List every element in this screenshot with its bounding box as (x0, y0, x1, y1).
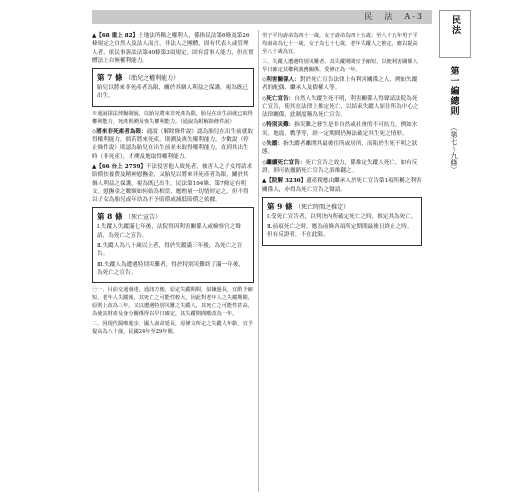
term-2-text: 對於死亡宣告法律上有利害關係之人，例如失蹤者的配偶、繼承人及債權人等。 (262, 77, 418, 92)
article-8-number: 第 8 條 (97, 212, 123, 222)
article-9-item: Ⅱ.前項死亡之時，應為前條各項所定期間最後日終止之時。但有反證者，不在此限。 (267, 224, 413, 239)
article-9-item: Ⅰ.受死亡宣告者，以判決內所確定死亡之時，推定其為死亡。 (267, 213, 417, 220)
term-4-label: ◇特別災難： (262, 122, 295, 129)
term-6-text: 死亡宣告之效力，係推定失蹤人死亡，如有反證，則可依撤銷死亡宣告之訴推翻之。 (262, 159, 418, 174)
article-7-subtitle: （胎兒之權利能力） (125, 75, 180, 83)
page-header (92, 10, 432, 24)
case-paragraph-1 (92, 32, 254, 65)
note-1: ※通說採法律擬制說，以胎兒將來非死產為限，胎兒在出生前就已取得權利能力，死產則溯及喪失權利能力。（通說為附解除條件說） (92, 110, 253, 125)
term-1-text: 通說（解除條件說）認為胎兒在出生前就取得權利能力，倘若將來死產，則溯及喪失權利能力。少數說（停止條件說）則認為胎兒在出生前並未取得權利能力，直到其出生時（非死產），才溯及地取得權利能力。 (92, 128, 253, 160)
article-7-box (92, 68, 254, 107)
article-7-body: 胎兒以將來非死產者為限，關於其個人利益之保護，視為既已出生。 (97, 85, 249, 100)
term-1 (92, 128, 254, 161)
article-range: （第七～九條） (450, 124, 458, 173)
right-column (262, 32, 422, 249)
case-paragraph-2 (92, 163, 254, 204)
case-tag-3: ▲【院解 3230】 (262, 178, 307, 185)
header-title: 民 法 A-3 (364, 12, 424, 21)
article-8-box (92, 207, 254, 283)
term-5-label: ◇失蹤： (262, 141, 284, 148)
left-column (92, 32, 254, 338)
case-text-1: 土地法所稱之權利人，係指民法第6條及第26條規定之自然人及法人而言，非法人之團體，固有代表人或管理人者，依民事訴訟法第40條第3項規定，固有當事人能力，但在實體法上自無權利能力。 (92, 33, 254, 64)
term-3-text: 自然人失蹤生死不明，利害關係人得聲請法院為死亡宣告，使其在法律上推定死亡，以結束失蹤人原住所為中心之法律關係，此制度稱為死亡宣告。 (262, 95, 419, 119)
case-text-3: 遺產稅應由繼承人於死亡宣告第1項所稱之利害關係人，亦得為死亡宣告之聲請。 (262, 178, 422, 193)
article-7-title (97, 72, 249, 84)
case-tag-1: ▲【68 重上 82】 (92, 33, 139, 39)
term-3 (262, 95, 422, 120)
right-top-paragraph: 男子平均壽命為四十一歲，女子壽命為四十五歲；至八十五年男子平均壽命為七十一歲，女子為七十七歲，老年失蹤人之推定，應以提高至八十歲為宜。 (262, 33, 418, 55)
term-3-label: ◇死亡宣告： (262, 95, 295, 102)
term-6 (262, 159, 422, 176)
article-7-number: 第 7 條 (97, 73, 123, 83)
article-8-subtitle: （死亡宣告） (125, 214, 162, 222)
note-2: ㊀一、目前交通發達，通訊方便，原定失蹤期間，似嫌過長，宜酌予縮短。老年人失蹤後，其死亡之可能性較大，因此對老年人之失蹤期間，原則上改為三年。又以遭遇特別災難之失蹤人，其死亡之可能性甚高，為使其財產及身分關係得以早日確定，其失蹤期間應改為一年。 (92, 287, 253, 318)
chapter-tab (439, 10, 471, 58)
article-9-box (262, 197, 422, 246)
term-5-text: 指失蹤者離開其最後住所或居所，而陷於生死不明之狀態。 (262, 141, 418, 156)
chapter-tab-label: 民法 (450, 15, 460, 35)
term-4-text: 指災難之發生是非自然或社會的不可抗力，例如水災、地震、戰爭等，經一定期間仍無法確定其生死之情形。 (262, 122, 418, 137)
article-8-item: Ⅰ.失蹤人失蹤滿七年後，法院得因利害關係人或檢察官之聲請，為死亡之宣告。 (97, 224, 241, 239)
term-4 (262, 121, 422, 138)
term-6-label: ◇繼續死亡宣告： (262, 159, 306, 166)
column-divider (258, 30, 259, 492)
case-tag-2: ▲【66 台上 2759】 (92, 163, 146, 170)
term-5 (262, 140, 422, 157)
article-9-number: 第 9 條 (267, 201, 293, 211)
term-2-label: ◇利害關係人： (262, 77, 300, 83)
chapter-sidebar (436, 10, 472, 173)
article-9-title (267, 201, 417, 213)
case-text-2: 不法侵害他人致死者，被害人之子女得請求賠償扶養費及精神慰撫金，又胎兒以將來非死產者為限，關於其個人利益之保護，視為既已出生。民法第194條、第7條定有明文。慰撫金之數額如何始為相當，應酌量一切情形定之，但不得以子女為胎兒或年幼為不予賠償或減低賠償之依據。 (92, 163, 253, 204)
term-1-label: ◇將來非死產者為限： (92, 128, 147, 135)
article-9-subtitle: （死亡時間之推定） (295, 203, 350, 211)
term-2 (262, 76, 422, 93)
note-3: 二、因現代醫療進步，國人壽命延長，原條文所定之失蹤人年齡，宜予提高為八十歲，民國24年至29年間。 (92, 321, 253, 336)
article-8-title (97, 211, 249, 223)
article-8-item: Ⅱ.失蹤人為八十歲以上者，得於失蹤滿三年後，為死亡之宣告。 (97, 243, 243, 258)
article-8-item: Ⅲ.失蹤人為遭遇特別災難者，得於特別災難終了滿一年後，為死亡之宣告。 (97, 261, 245, 276)
part-label: 第一編總則 (448, 66, 459, 116)
case-paragraph-3 (262, 177, 422, 194)
right-top-paragraph-2: 三、失蹤人遭遇特別災難者，其失蹤期間宜予縮短，以便利害關係人早日確定其權利義務關係，爰修正為一年。 (262, 59, 418, 73)
